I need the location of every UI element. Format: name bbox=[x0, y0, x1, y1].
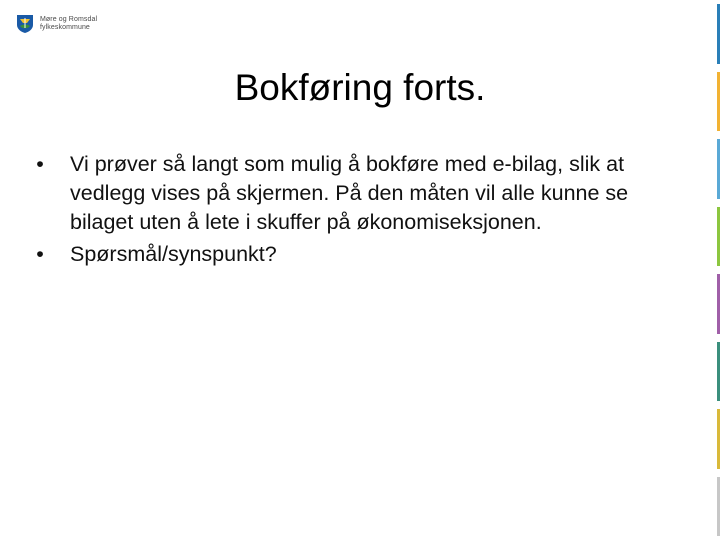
slide-title: Bokføring forts. bbox=[234, 67, 486, 108]
logo-line-1: Møre og Romsdal bbox=[40, 16, 98, 23]
shield-crest-icon bbox=[16, 14, 34, 34]
bullet-marker: • bbox=[36, 152, 44, 176]
bullet-text: Vi prøver så langt som mulig å bokføre med e-bilag, slik at vedlegg vises på skjermen. På den måten vil alle kunne se bilaget uten å lete i skuffer på økonomiseksjonen. bbox=[70, 152, 629, 234]
logo-wordmark bbox=[40, 16, 97, 32]
bullet-text: Spørsmål/synspunkt? bbox=[70, 242, 277, 266]
bullet-item bbox=[30, 240, 680, 269]
bullet-marker: • bbox=[36, 242, 44, 266]
organization-logo bbox=[16, 14, 97, 34]
edge-color-stripe bbox=[716, 0, 720, 540]
logo-line-2: fylkeskommune bbox=[40, 24, 90, 31]
bullet-list bbox=[30, 150, 680, 272]
bullet-item bbox=[30, 150, 680, 237]
